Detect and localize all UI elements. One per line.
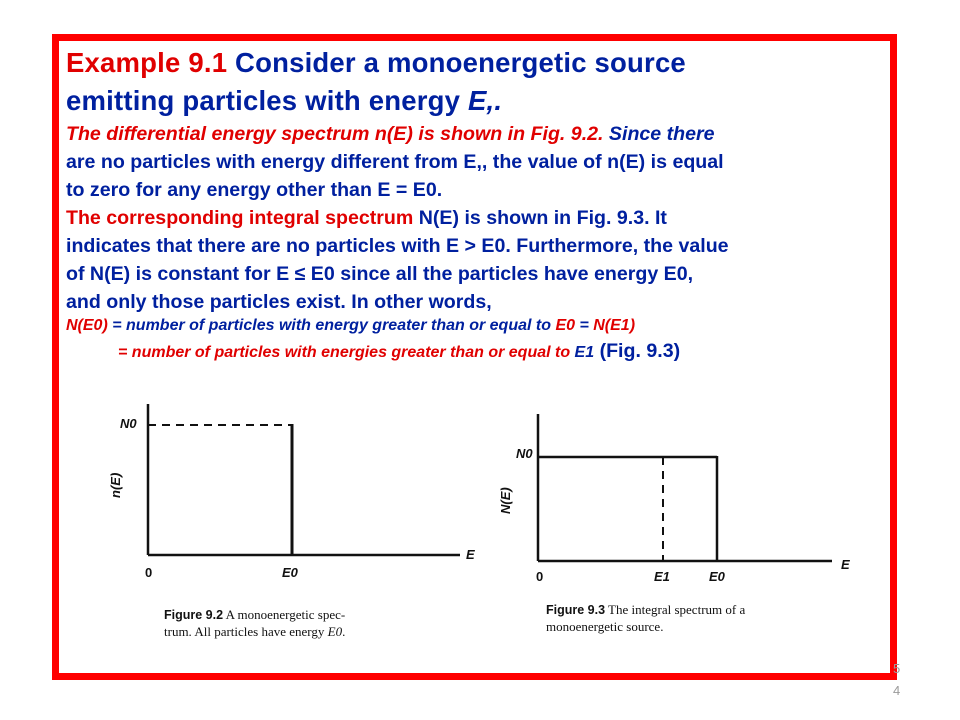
paragraph-2-line-2: indicates that there are no particles with E > E0. Furthermore, the value: [66, 235, 729, 257]
eq2-a: = number of particles with energies greater than or equal to: [118, 344, 575, 361]
figure-9-2: [100, 396, 500, 652]
title-line-1: [66, 44, 886, 82]
fig93-caption-line-1: [546, 602, 745, 617]
p1-line-1-a: The differential energy spectrum n(E) is shown in Fig. 9.2.: [66, 123, 604, 145]
eq1-a: N(E0): [66, 317, 108, 334]
eq2-b: E1: [574, 344, 595, 361]
fig93-caption-bold: Figure 9.3: [546, 603, 606, 617]
paragraph-1-line-1: [66, 120, 886, 148]
p1-line-1-b: Since there: [603, 123, 715, 145]
equation-line-2: [66, 337, 886, 367]
paragraph-2-line-4: and only those particles exist. In other words,: [66, 291, 492, 313]
fig93-x-axis-label: E: [841, 557, 850, 572]
fig93-x-tick-2: E0: [709, 569, 725, 584]
fig93-x-tick-1: E1: [654, 569, 670, 584]
page-number-digit-1: 5: [893, 661, 901, 676]
fig92-caption-l1: A monoenergetic spec-: [223, 607, 346, 622]
slide-text: [66, 44, 886, 367]
page-number-digit-2: 4: [893, 683, 901, 698]
example-label: Example 9.1: [66, 47, 228, 78]
p2-line-1-b: N(E: [418, 207, 453, 229]
fig93-y-axis-label: N(E): [498, 487, 513, 514]
equation-line-1: [66, 312, 886, 340]
fig92-caption-line-1: [164, 607, 345, 622]
figure-9-3: [494, 402, 868, 652]
figure-9-3-plot: [494, 402, 868, 652]
fig93-caption-line-2: [546, 619, 663, 634]
title-line-2: [66, 82, 886, 120]
eq1-c: E0: [555, 317, 576, 334]
paragraph-2-line-3: of N(E) is constant for E ≤ E0 since all the particles have energy E0,: [66, 263, 694, 285]
p2-line-1-a: The corresponding integral spectrum: [66, 207, 419, 229]
fig92-caption-l2: trum. All particles have energy: [164, 624, 328, 639]
fig92-caption-bold: Figure 9.2: [164, 608, 224, 622]
eq1-d: =: [575, 317, 594, 334]
paragraph-2-line-1: [66, 204, 886, 232]
fig93-caption-l2: monoenergetic source.: [546, 619, 664, 634]
fig93-origin-label: 0: [536, 569, 544, 584]
p2-line-1-c: ) is shown in Fig. 9.3. It: [452, 207, 667, 229]
fig92-x-tick-label: E0: [282, 565, 298, 580]
eq1-b: = number of particles with energy greater than or equal to: [107, 317, 556, 334]
fig92-caption-line-2: [164, 624, 345, 639]
fig92-caption-l2-end: .: [342, 624, 346, 639]
fig92-caption-l2-sym: E0: [327, 624, 343, 639]
fig92-x-axis-label: E: [466, 547, 475, 562]
eq1-e: N(E1): [593, 317, 636, 334]
fig92-y-axis-label: n(E): [108, 472, 123, 498]
title-energy-symbol: E,.: [467, 85, 503, 116]
fig93-y-tick-label: N0: [516, 446, 533, 461]
title-text-1: Consider a monoenergetic source: [227, 47, 686, 78]
fig92-origin-label: 0: [145, 565, 153, 580]
paragraph-1-line-2: are no particles with energy different from E,, the value of n(E) is equal: [66, 151, 724, 173]
fig93-caption-l1: The integral spectrum of a: [605, 602, 746, 617]
paragraph-1-line-3: to zero for any energy other than E = E0.: [66, 179, 443, 201]
fig92-y-tick-label: N0: [120, 416, 137, 431]
figure-9-2-plot: [100, 396, 500, 652]
title-text-2: emitting particles with energy: [66, 85, 468, 116]
eq2-c: (Fig. 9.3): [594, 340, 681, 362]
